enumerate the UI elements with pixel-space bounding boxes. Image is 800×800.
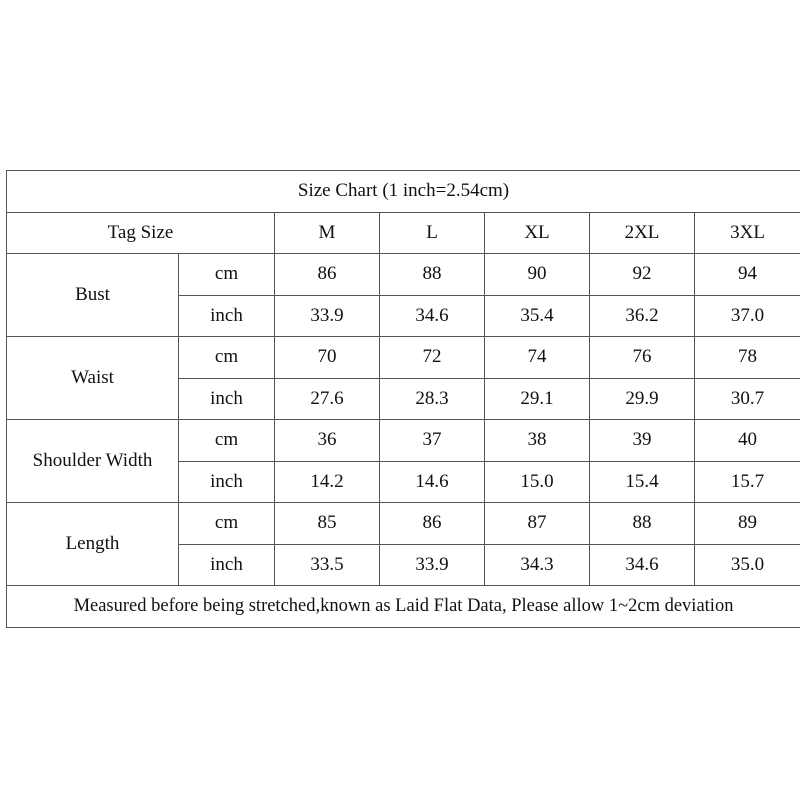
measure-label: Bust xyxy=(7,254,179,337)
table-cell: 40 xyxy=(695,420,800,462)
size-header: XL xyxy=(485,212,590,254)
table-cell: 28.3 xyxy=(380,378,485,420)
table-row xyxy=(7,420,800,462)
table-cell: 88 xyxy=(380,254,485,296)
unit-label: inch xyxy=(179,544,275,586)
table-cell: 87 xyxy=(485,503,590,545)
table-cell: 14.6 xyxy=(380,461,485,503)
table-cell: 33.9 xyxy=(275,295,380,337)
table-cell: 34.6 xyxy=(590,544,695,586)
table-cell: 37 xyxy=(380,420,485,462)
unit-label: cm xyxy=(179,503,275,545)
table-cell: 94 xyxy=(695,254,800,296)
size-header: 3XL xyxy=(695,212,800,254)
table-cell: 88 xyxy=(590,503,695,545)
tag-size-header: Tag Size xyxy=(7,212,275,254)
table-row xyxy=(7,254,800,296)
unit-label: cm xyxy=(179,337,275,379)
unit-label: inch xyxy=(179,378,275,420)
title-row xyxy=(7,171,800,213)
table-cell: 89 xyxy=(695,503,800,545)
chart-title: Size Chart (1 inch=2.54cm) xyxy=(7,171,800,213)
table-cell: 15.4 xyxy=(590,461,695,503)
table-cell: 33.5 xyxy=(275,544,380,586)
unit-label: cm xyxy=(179,420,275,462)
table-cell: 15.0 xyxy=(485,461,590,503)
table-cell: 29.1 xyxy=(485,378,590,420)
table-cell: 15.7 xyxy=(695,461,800,503)
unit-label: inch xyxy=(179,295,275,337)
table-cell: 86 xyxy=(275,254,380,296)
size-header: 2XL xyxy=(590,212,695,254)
table-cell: 90 xyxy=(485,254,590,296)
table-row xyxy=(7,337,800,379)
table-cell: 74 xyxy=(485,337,590,379)
table-cell: 27.6 xyxy=(275,378,380,420)
table-cell: 14.2 xyxy=(275,461,380,503)
table-cell: 34.6 xyxy=(380,295,485,337)
table-cell: 36 xyxy=(275,420,380,462)
table-cell: 34.3 xyxy=(485,544,590,586)
table-row xyxy=(7,503,800,545)
table-cell: 86 xyxy=(380,503,485,545)
unit-label: inch xyxy=(179,461,275,503)
table-cell: 33.9 xyxy=(380,544,485,586)
table-cell: 30.7 xyxy=(695,378,800,420)
header-row xyxy=(7,212,800,254)
size-header: M xyxy=(275,212,380,254)
measure-label: Length xyxy=(7,503,179,586)
table-cell: 85 xyxy=(275,503,380,545)
size-chart-table xyxy=(6,170,800,628)
measure-label: Shoulder Width xyxy=(7,420,179,503)
note-row xyxy=(7,586,800,628)
table-cell: 72 xyxy=(380,337,485,379)
table-cell: 92 xyxy=(590,254,695,296)
table-cell: 38 xyxy=(485,420,590,462)
table-cell: 39 xyxy=(590,420,695,462)
table-cell: 37.0 xyxy=(695,295,800,337)
table-cell: 35.4 xyxy=(485,295,590,337)
table-cell: 36.2 xyxy=(590,295,695,337)
deviation-note: Measured before being stretched,known as Laid Flat Data, Please allow 1~2cm deviation xyxy=(7,586,800,628)
table-cell: 76 xyxy=(590,337,695,379)
measure-label: Waist xyxy=(7,337,179,420)
table-cell: 78 xyxy=(695,337,800,379)
table-cell: 35.0 xyxy=(695,544,800,586)
unit-label: cm xyxy=(179,254,275,296)
table-cell: 70 xyxy=(275,337,380,379)
size-header: L xyxy=(380,212,485,254)
table-cell: 29.9 xyxy=(590,378,695,420)
